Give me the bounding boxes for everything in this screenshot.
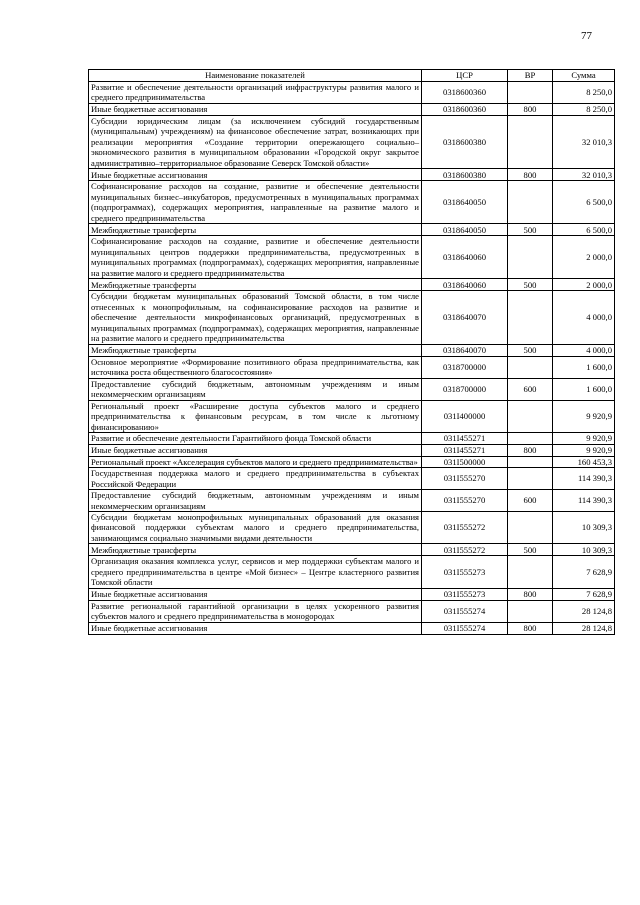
table-row (89, 279, 615, 291)
row-sum: 2 000,0 (553, 279, 615, 291)
budget-table (88, 69, 615, 635)
row-name: Организация оказания комплекса услуг, сервисов и мер поддержки субъектам малого и среднего предпринимательства в центре «Мой бизнес» – Центре кластерного развития Томской области (89, 556, 422, 588)
table-row (89, 181, 615, 224)
row-sum: 7 628,9 (553, 588, 615, 600)
row-vr: 500 (508, 544, 553, 556)
row-csr: 0318640050 (422, 181, 508, 224)
row-name: Субсидии бюджетам муниципальных образований Томской области, в том числе отнесенных к монопрофильным, на софинансирование расходов на развитие и обеспечение деятельности микрофинансовых организаций, предусмотренных в муниципальных программах (подпрограммах), содержащих мероприятия, направленные на развитие малого и среднего предпринимательства (89, 291, 422, 344)
row-vr (508, 356, 553, 378)
row-csr: 031I400000 (422, 400, 508, 432)
header-csr: ЦСР (422, 70, 508, 82)
header-sum: Сумма (553, 70, 615, 82)
row-csr: 031I555270 (422, 468, 508, 490)
row-csr: 031I455271 (422, 433, 508, 444)
row-csr: 0318640050 (422, 224, 508, 236)
table-row (89, 600, 615, 622)
row-csr: 031I455271 (422, 444, 508, 456)
row-name: Межбюджетные трансферты (89, 544, 422, 556)
row-name: Субсидии юридическим лицам (за исключением субсидий государственным (муниципальным) учреждениям) на финансовое обеспечение затрат, возникающих при реализации мероприятия «Создание территории опережающего социально–экономического развития в муниципальном образовании «Городской округ закрытое административно–территориальное образование Северск Томской области» (89, 115, 422, 168)
table-row (89, 82, 615, 104)
row-name: Иные бюджетные ассигнования (89, 588, 422, 600)
table-row (89, 556, 615, 588)
table-row (89, 400, 615, 432)
row-vr (508, 115, 553, 168)
row-sum: 4 000,0 (553, 344, 615, 356)
row-vr (508, 181, 553, 224)
row-vr (508, 468, 553, 490)
table-row (89, 291, 615, 344)
row-sum: 2 000,0 (553, 236, 615, 279)
row-sum: 1 600,0 (553, 356, 615, 378)
row-sum: 9 920,9 (553, 400, 615, 432)
row-name: Региональный проект «Расширение доступа субъектов малого и среднего предпринимательства к финансовым ресурсам, в том числе к льготному финансированию» (89, 400, 422, 432)
row-csr: 031I555273 (422, 588, 508, 600)
row-csr: 031I555272 (422, 511, 508, 543)
row-vr (508, 556, 553, 588)
table-row (89, 456, 615, 467)
row-name: Предоставление субсидий бюджетным, автономным учреждениям и иным некоммерческим организациям (89, 490, 422, 512)
row-name: Межбюджетные трансферты (89, 279, 422, 291)
row-csr: 031I500000 (422, 456, 508, 467)
table-row (89, 490, 615, 512)
row-csr: 0318700000 (422, 356, 508, 378)
table-row (89, 511, 615, 543)
row-sum: 114 390,3 (553, 468, 615, 490)
row-sum: 10 309,3 (553, 511, 615, 543)
table-row (89, 103, 615, 115)
row-vr (508, 291, 553, 344)
row-vr: 800 (508, 103, 553, 115)
row-csr: 0318600360 (422, 103, 508, 115)
row-name: Основное мероприятие «Формирование позитивного образа предпринимательства, как источника роста общественного благосостояния» (89, 356, 422, 378)
row-sum: 6 500,0 (553, 224, 615, 236)
row-name: Развитие и обеспечение деятельности Гарантийного фонда Томской области (89, 433, 422, 444)
row-sum: 9 920,9 (553, 444, 615, 456)
row-vr: 800 (508, 444, 553, 456)
row-vr (508, 400, 553, 432)
row-vr (508, 456, 553, 467)
row-vr (508, 236, 553, 279)
row-sum: 160 453,3 (553, 456, 615, 467)
row-sum: 8 250,0 (553, 103, 615, 115)
row-name: Софинансирование расходов на создание, развитие и обеспечение деятельности муниципальных центров поддержки предпринимательства, предусмотренных в муниципальных программах (подпрограммах), содержащих мероприятия, направленные на развитие малого и среднего предпринимательства (89, 236, 422, 279)
table-row (89, 544, 615, 556)
row-name: Развитие региональной гарантийной организации в целях ускоренного развития субъектов малого и среднего предпринимательства в монogородах (89, 600, 422, 622)
row-name: Иные бюджетные ассигнования (89, 103, 422, 115)
row-vr (508, 600, 553, 622)
row-name: Иные бюджетные ассигнования (89, 444, 422, 456)
row-name: Региональный проект «Акселерация субъектов малого и среднего предпринимательства» (89, 456, 422, 467)
row-csr: 0318640060 (422, 236, 508, 279)
row-csr: 0318600380 (422, 115, 508, 168)
row-sum: 114 390,3 (553, 490, 615, 512)
page-number: 77 (581, 30, 592, 42)
row-sum: 32 010,3 (553, 169, 615, 181)
header-name: Наименование показателей (89, 70, 422, 82)
row-name: Субсидии бюджетам монопрофильных муниципальных образований для оказания финансовой поддержки субъектам малого и среднего предпринимательства, занимающимся социально значимыми видами деятельности (89, 511, 422, 543)
row-sum: 4 000,0 (553, 291, 615, 344)
row-vr: 600 (508, 490, 553, 512)
row-sum: 9 920,9 (553, 433, 615, 444)
row-csr: 0318640070 (422, 291, 508, 344)
row-name: Межбюджетные трансферты (89, 344, 422, 356)
table-row (89, 433, 615, 444)
row-sum: 7 628,9 (553, 556, 615, 588)
table-row (89, 169, 615, 181)
row-name: Межбюджетные трансферты (89, 224, 422, 236)
row-csr: 031I555273 (422, 556, 508, 588)
row-csr: 0318700000 (422, 378, 508, 400)
row-csr: 0318600380 (422, 169, 508, 181)
row-vr: 500 (508, 279, 553, 291)
row-csr: 0318640060 (422, 279, 508, 291)
table-row (89, 224, 615, 236)
row-csr: 0318640070 (422, 344, 508, 356)
row-name: Иные бюджетные ассигнования (89, 169, 422, 181)
row-vr (508, 511, 553, 543)
row-name: Иные бюджетные ассигнования (89, 622, 422, 634)
row-sum: 28 124,8 (553, 622, 615, 634)
row-sum: 10 309,3 (553, 544, 615, 556)
table-row (89, 622, 615, 634)
header-vr: ВР (508, 70, 553, 82)
row-name: Государственная поддержка малого и среднего предпринимательства в субъектах Российской Федерации (89, 468, 422, 490)
row-vr: 500 (508, 344, 553, 356)
row-csr: 031I555274 (422, 622, 508, 634)
row-sum: 6 500,0 (553, 181, 615, 224)
row-csr: 031I555270 (422, 490, 508, 512)
row-vr (508, 433, 553, 444)
row-sum: 1 600,0 (553, 378, 615, 400)
row-sum: 8 250,0 (553, 82, 615, 104)
row-vr (508, 82, 553, 104)
table-header-row (89, 70, 615, 82)
table-row (89, 236, 615, 279)
table-row (89, 588, 615, 600)
row-vr: 800 (508, 588, 553, 600)
table-row (89, 378, 615, 400)
table-row (89, 115, 615, 168)
table-row (89, 468, 615, 490)
row-vr: 800 (508, 169, 553, 181)
row-name: Софинансирование расходов на создание, развитие и обеспечение деятельности муниципальных бизнес–инкубаторов, предусмотренных в муниципальных программах (подпрограммах), содержащих мероприятия, направленные на развитие малого и среднего предпринимательства (89, 181, 422, 224)
row-sum: 32 010,3 (553, 115, 615, 168)
row-vr: 800 (508, 622, 553, 634)
table-row (89, 444, 615, 456)
row-csr: 031I555274 (422, 600, 508, 622)
row-sum: 28 124,8 (553, 600, 615, 622)
table-row (89, 344, 615, 356)
row-vr: 600 (508, 378, 553, 400)
table-row (89, 356, 615, 378)
row-name: Развитие и обеспечение деятельности организаций инфраструктуры развития малого и среднего предпринимательства (89, 82, 422, 104)
row-csr: 031I555272 (422, 544, 508, 556)
row-vr: 500 (508, 224, 553, 236)
row-name: Предоставление субсидий бюджетным, автономным учреждениям и иным некоммерческим организациям (89, 378, 422, 400)
row-csr: 0318600360 (422, 82, 508, 104)
